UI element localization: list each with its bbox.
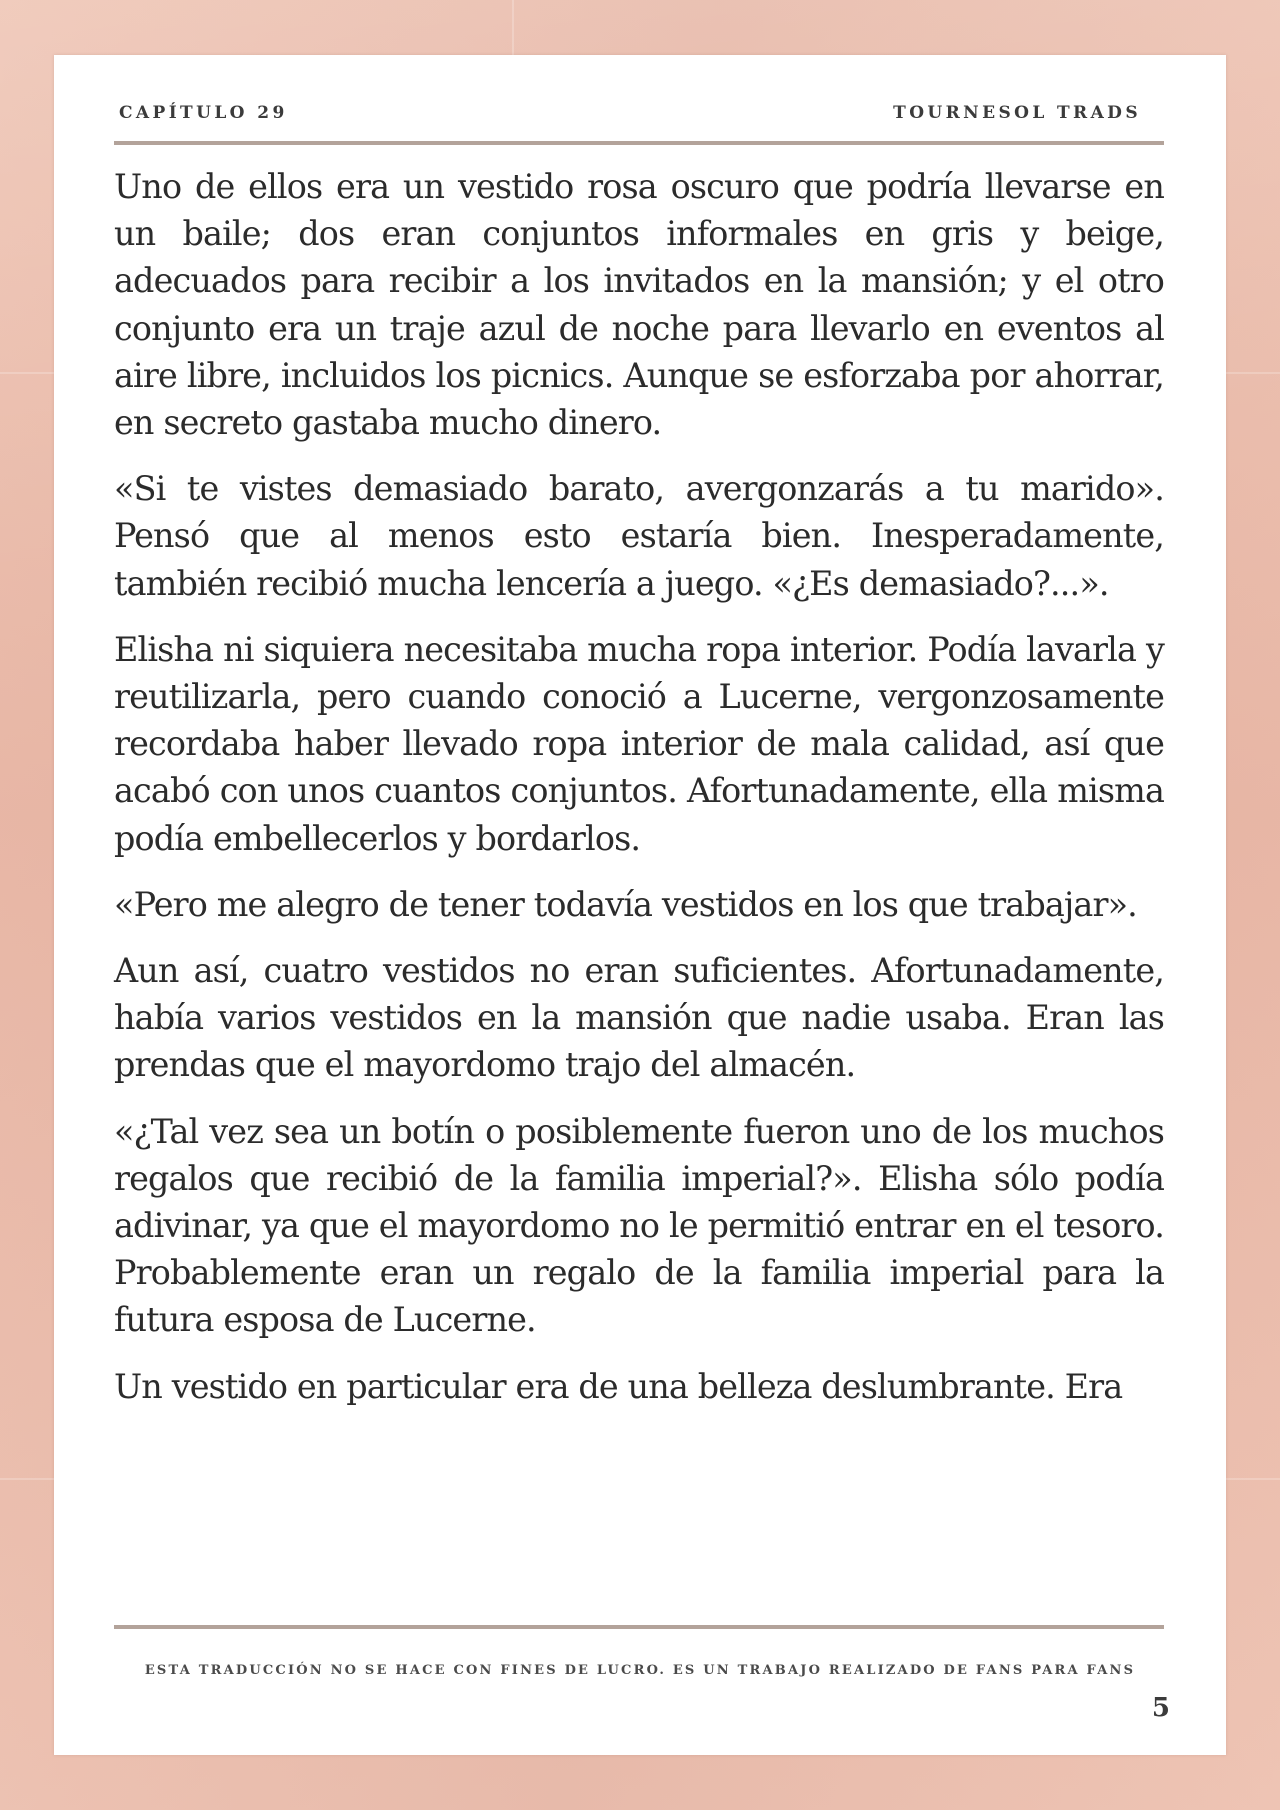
paragraph: «Pero me alegro de tener todavía vestidos en los que trabajar». (114, 884, 1137, 924)
paper-crease (512, 0, 514, 55)
paragraph: «¿Tal vez sea un botín o posiblemente fueron uno de los muchos regalos que recibió de la familia imperial?». Elisha sólo podía adivinar, ya que el mayordomo no le permitió entrar en el tesoro. Probablemente eran un regalo de la familia imperial para la futura esposa de Lucerne. (114, 1111, 1164, 1340)
page-number: 5 (1151, 1693, 1170, 1723)
running-header (119, 103, 1141, 123)
chapter-label: CAPÍTULO 29 (119, 103, 288, 123)
paragraph: Aun así, cuatro vestidos no eran suficientes. Afortunadamente, había varios vestidos en la mansión que nadie usaba. Eran las prendas que el mayordomo trajo del almacén. (114, 951, 1164, 1085)
paragraph: Un vestido en particular era de una belleza deslumbrante. Era (114, 1366, 1123, 1406)
paragraph: «Si te vistes demasiado barato, avergonzarás a tu marido». Pensó que al menos esto estaría bien. Inesperadamente, también recibió mucha lencería a juego. «¿Es demasiado?...». (114, 469, 1164, 603)
footer-divider (114, 1625, 1164, 1629)
chapter-body (114, 163, 1164, 1429)
book-page (54, 55, 1226, 1755)
disclaimer-note: ESTA TRADUCCIÓN NO SE HACE CON FINES DE LUCRO. ES UN TRABAJO REALIZADO DE FANS PARA FANS (144, 1663, 1136, 1678)
paragraph: Elisha ni siquiera necesitaba mucha ropa interior. Podía lavarla y reutilizarla, pero cuando conoció a Lucerne, vergonzosamente recordaba haber llevado ropa interior de mala calidad, así que acabó con unos cuantos conjuntos. Afortunadamente, ella misma podía embellecerlos y bordarlos. (114, 629, 1164, 858)
translator-group-label: TOURNESOL TRADS (893, 103, 1141, 123)
paragraph: Uno de ellos era un vestido rosa oscuro que podría llevarse en un baile; dos eran conjuntos informales en gris y beige, adecuados para recibir a los invitados en la mansión; y el otro conjunto era un traje azul de noche para llevarlo en eventos al aire libre, incluidos los picnics. Aunque se esforzaba por ahorrar, en secreto gastaba mucho dinero. (114, 167, 1164, 443)
header-divider (114, 141, 1164, 145)
